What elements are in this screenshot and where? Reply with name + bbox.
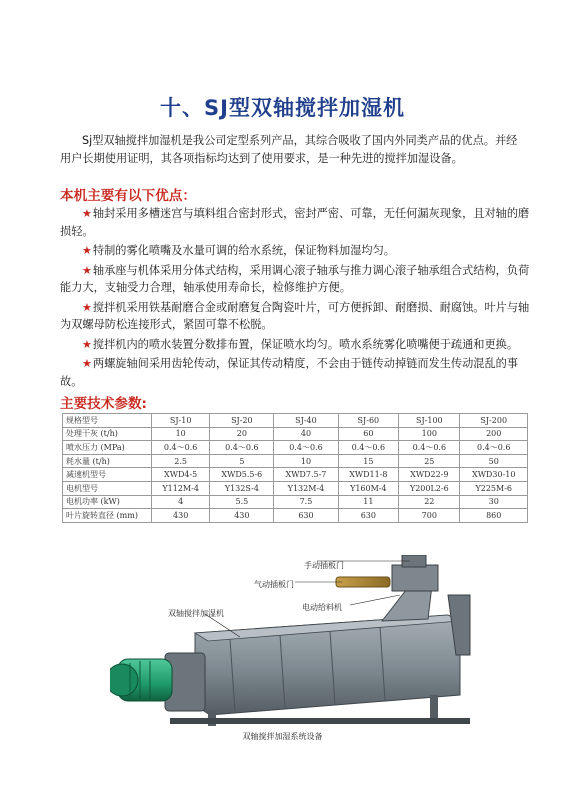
row-label: 叶片旋转直径 (mm): [63, 509, 152, 523]
row-label: 电机功率 (kW): [63, 495, 152, 509]
table-cell: 430: [152, 509, 210, 523]
table-row: [63, 454, 528, 468]
star-icon: ★: [82, 207, 92, 220]
advantage-item: ★两螺旋轴间采用齿轮传动，保证其传动精度，不会由于链传动掉链而发生传动混乱的事故。: [60, 357, 519, 388]
table-cell: Y112M-4: [152, 481, 210, 495]
table-cell: 60: [338, 427, 399, 441]
table-cell: Y225M-6: [460, 481, 528, 495]
table-cell: 5.5: [210, 495, 274, 509]
label-manual-gate: 手动插板门: [304, 561, 344, 570]
table-cell: SJ-200: [460, 414, 528, 428]
table-cell: 0.4～0.6: [399, 441, 460, 455]
table-cell: 40: [274, 427, 338, 441]
page-title: 十、SJ型双轴搅拌加湿机: [160, 96, 405, 120]
row-label: 规格型号: [63, 414, 152, 428]
table-cell: 4: [152, 495, 210, 509]
table-cell: 0.4～0.6: [274, 441, 338, 455]
advantage-item: ★搅拌机采用铁基耐磨合金或耐磨复合陶瓷叶片，可方便拆卸、耐磨损、耐腐蚀。叶片与轴为双螺母防松连接形式，紧固可靠不松脱。: [60, 300, 530, 331]
table-cell: XWD11-8: [338, 468, 399, 482]
table-cell: 630: [338, 509, 399, 523]
table-cell: XWD22-9: [399, 468, 460, 482]
table-cell: 860: [460, 509, 528, 523]
table-cell: XWD30-10: [460, 468, 528, 482]
table-cell: 15: [338, 454, 399, 468]
label-mixer: 双轴搅拌加湿机: [168, 609, 224, 618]
advantage-item: ★轴封采用多槽迷宫与填料组合密封形式，密封严密、可靠，无任何漏灰现象，且对轴的磨损轻。: [60, 207, 530, 238]
table-cell: XWD7.5-7: [274, 468, 338, 482]
star-icon: ★: [82, 357, 92, 370]
table-row: [63, 481, 528, 495]
table-cell: 200: [460, 427, 528, 441]
row-label: 处理干灰 (t/h): [63, 427, 152, 441]
table-cell: Y160M-4: [338, 481, 399, 495]
table-cell: 30: [460, 495, 528, 509]
star-icon: ★: [82, 263, 92, 277]
row-label: 电机型号: [63, 481, 152, 495]
table-cell: 100: [399, 427, 460, 441]
table-row: [63, 427, 528, 441]
table-row: [63, 414, 528, 428]
photo-caption: 双轴搅拌加湿系统设备: [242, 732, 323, 741]
table-cell: Y132S-4: [210, 481, 274, 495]
table-cell: XWD5.5-6: [210, 468, 274, 482]
advantage-item: ★轴承座与机体采用分体式结构，采用调心滚子轴承与推力调心滚子轴承组合式结构，负荷能力大，支轴受力合理，轴承使用寿命长，检修维护方便。: [60, 263, 530, 294]
table-cell: 20: [210, 427, 274, 441]
row-label: 喷水压力 (MPa): [63, 441, 152, 455]
table-cell: 430: [210, 509, 274, 523]
spec-table: [62, 413, 528, 523]
table-cell: 10: [274, 454, 338, 468]
row-label: 耗水量 (t/h): [63, 454, 152, 468]
star-icon: ★: [82, 244, 92, 257]
table-cell: 0.4～0.6: [210, 441, 274, 455]
feeder-housing: [392, 565, 438, 591]
table-cell: 11: [338, 495, 399, 509]
base-beam: [170, 718, 470, 724]
table-cell: SJ-20: [210, 414, 274, 428]
table-cell: SJ-40: [274, 414, 338, 428]
table-cell: Y132M-4: [274, 481, 338, 495]
table-cell: 5: [210, 454, 274, 468]
advantages-list: [60, 205, 530, 392]
star-icon: ★: [82, 300, 92, 314]
frame-leg: [430, 695, 438, 719]
table-cell: SJ-100: [399, 414, 460, 428]
label-feeder: 电动给料机: [302, 603, 342, 612]
table-row: [63, 509, 528, 523]
table-row: [63, 468, 528, 482]
advantage-item: ★搅拌机内的喷水装置分数排布置，保证喷水均匀。喷水系统雾化喷嘴便于疏通和更换。: [82, 337, 519, 351]
table-cell: 700: [399, 509, 460, 523]
table-cell: 0.4～0.6: [338, 441, 399, 455]
table-cell: 25: [399, 454, 460, 468]
table-cell: 0.4～0.6: [152, 441, 210, 455]
table-cell: XWD4-5: [152, 468, 210, 482]
table-cell: 0.4～0.6: [460, 441, 528, 455]
table-cell: 7.5: [274, 495, 338, 509]
star-icon: ★: [82, 337, 92, 351]
gate-cylinder: [336, 577, 390, 587]
table-cell: 22: [399, 495, 460, 509]
machine-photo: [110, 555, 550, 730]
table-cell: 10: [152, 427, 210, 441]
table-cell: 2.5: [152, 454, 210, 468]
table-cell: 630: [274, 509, 338, 523]
advantages-heading: 本机主要有以下优点：: [60, 188, 196, 204]
table-cell: SJ-10: [152, 414, 210, 428]
advantage-item: ★特制的雾化喷嘴及水量可调的给水系统，保证物料加湿均匀。: [82, 244, 395, 257]
params-heading: 主要技术参数:: [60, 396, 147, 412]
table-row: [63, 495, 528, 509]
table-cell: 50: [460, 454, 528, 468]
row-label: 减速机型号: [63, 468, 152, 482]
table-cell: Y200L2-6: [399, 481, 460, 495]
table-cell: SJ-60: [338, 414, 399, 428]
motor-fan-cap: [110, 664, 138, 696]
intro-paragraph: Sj型双轴搅拌加湿机是我公司定型系列产品，其综合吸收了国内外同类产品的优点。并经用户长期使用证明，其各项指标均达到了使用要求，是一种先进的搅拌加湿设备。: [60, 134, 518, 165]
label-pneumatic-gate: 气动插板门: [254, 580, 294, 589]
table-row: [63, 441, 528, 455]
